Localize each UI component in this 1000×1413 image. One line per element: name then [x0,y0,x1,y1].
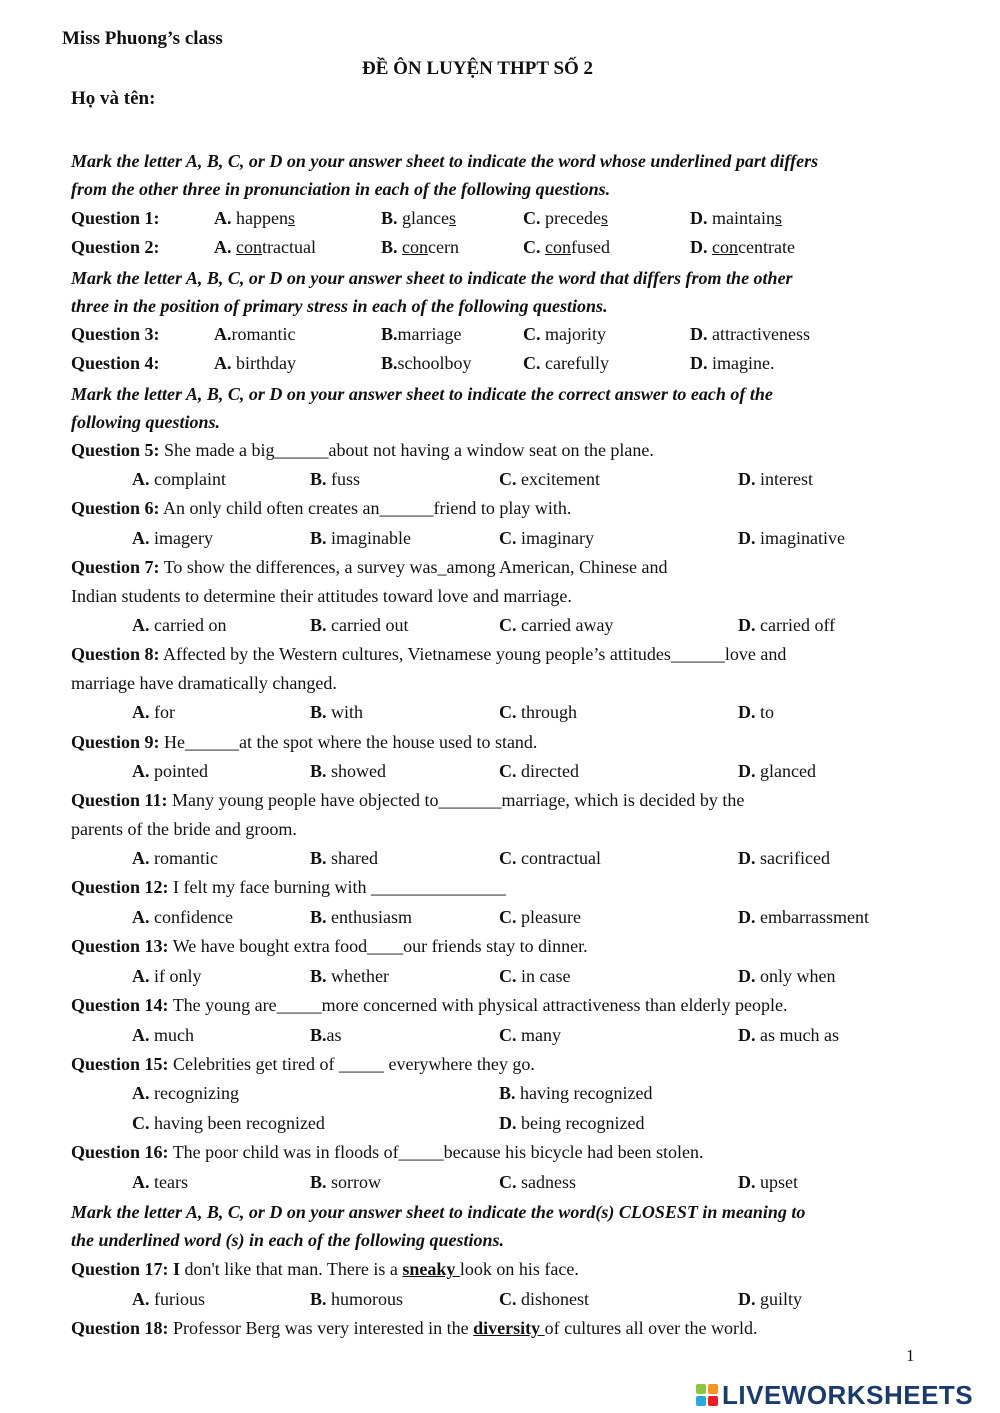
question-label: Question 3: [71,324,160,344]
option-a[interactable]: A. birthday [214,353,296,373]
option-a[interactable]: A. contractual [214,237,316,257]
question-15-option-b[interactable]: B. having recognized [499,1083,653,1103]
question-16-stem: Question 16: The poor child was in floods of_____because his bicycle had been stolen. [71,1142,704,1162]
question-5-option-a[interactable]: A. complaint [132,469,226,489]
question-13-option-d[interactable]: D. only when [738,966,836,986]
option-b[interactable]: B. concern [381,237,459,257]
question-11-option-a[interactable]: A. romantic [132,848,218,868]
option-b[interactable]: B. glances [381,208,456,228]
question-7-option-c[interactable]: C. carried away [499,615,614,635]
logo-square-orange [708,1384,718,1394]
question-8-option-d[interactable]: D. to [738,702,775,722]
option-c[interactable]: C. majority [523,324,606,344]
logo-square-green [696,1384,706,1394]
option-a[interactable]: A. happens [214,208,295,228]
option-d[interactable]: D. attractiveness [690,324,810,344]
question-5-stem: Question 5: She made a big______about not having a window seat on the plane. [71,440,654,460]
logo-mark-icon [696,1384,718,1406]
question-9-option-a[interactable]: A. pointed [132,761,208,781]
option-a[interactable]: A.romantic [214,324,296,344]
question-7-stem: Question 7: To show the differences, a survey was_among American, Chinese and Indian students to determine their attitudes toward love and marriage. [71,557,668,606]
option-b[interactable]: B.schoolboy [381,353,472,373]
question-13-option-b[interactable]: B. whether [310,966,389,986]
instruction-closest-meaning: Mark the letter A, B, C, or D on your answer sheet to indicate the word(s) CLOSEST in meaning to the underlined word (s) in each of the following questions. [71,1202,806,1250]
question-7-option-d[interactable]: D. carried off [738,615,836,635]
question-16-option-b[interactable]: B. sorrow [310,1172,382,1192]
question-14-option-a[interactable]: A. much [132,1025,194,1045]
question-6-stem: Question 6: An only child often creates an______friend to play with. [71,498,572,518]
liveworksheets-logo[interactable] [696,1379,974,1410]
option-c[interactable]: C. confused [523,237,610,257]
question-5-option-d[interactable]: D. interest [738,469,813,489]
page-number: 1 [906,1346,915,1365]
question-17-option-a[interactable]: A. furious [132,1289,205,1309]
question-13-option-c[interactable]: C. in case [499,966,571,986]
question-6-option-b[interactable]: B. imaginable [310,528,411,548]
question-15-option-d[interactable]: D. being recognized [499,1113,645,1133]
instruction-correct-answer: Mark the letter A, B, C, or D on your answer sheet to indicate the correct answer to each of the following questions. [71,384,773,432]
question-12-option-c[interactable]: C. pleasure [499,907,581,927]
question-5-option-c[interactable]: C. excitement [499,469,600,489]
question-15-option-c[interactable]: C. having been recognized [132,1113,325,1133]
question-9-option-d[interactable]: D. glanced [738,761,816,781]
question-8-stem: Question 8: Affected by the Western cultures, Vietnamese young people’s attitudes______love and marriage have dramatically changed. [71,644,787,693]
question-6-option-a[interactable]: A. imagery [132,528,213,548]
question-5-option-b[interactable]: B. fuss [310,469,361,489]
question-11-option-b[interactable]: B. shared [310,848,378,868]
question-15-stem: Question 15: Celebrities get tired of _____ everywhere they go. [71,1054,535,1074]
question-12-option-d[interactable]: D. embarrassment [738,907,869,927]
question-6-option-d[interactable]: D. imaginative [738,528,845,548]
question-8-option-b[interactable]: B. with [310,702,364,722]
question-17-stem: Question 17: I don't like that man. There is a sneaky look on his face. [71,1259,579,1279]
logo-text: LIVEWORKSHEETS [722,1379,974,1410]
question-17-option-d[interactable]: D. guilty [738,1289,803,1309]
logo-square-red [708,1396,718,1406]
question-14-option-d[interactable]: D. as much as [738,1025,839,1045]
question-13-stem: Question 13: We have bought extra food____our friends stay to dinner. [71,936,588,956]
question-7-option-a[interactable]: A. carried on [132,615,227,635]
option-c[interactable]: C. precedes [523,208,608,228]
question-label: Question 4: [71,353,160,373]
question-16-option-a[interactable]: A. tears [132,1172,188,1192]
question-9-option-c[interactable]: C. directed [499,761,579,781]
question-6-option-c[interactable]: C. imaginary [499,528,594,548]
option-d[interactable]: D. concentrate [690,237,795,257]
question-12-stem: Question 12: I felt my face burning with _______________ [71,877,506,897]
option-d[interactable]: D. imagine. [690,353,775,373]
option-b[interactable]: B.marriage [381,324,462,344]
question-8-option-c[interactable]: C. through [499,702,577,722]
name-label: Họ và tên: [71,88,156,109]
question-17-option-b[interactable]: B. humorous [310,1289,404,1309]
question-12-option-b[interactable]: B. enthusiasm [310,907,413,927]
class-name: Miss Phuong’s class [62,28,223,49]
logo-square-blue [696,1396,706,1406]
question-15-option-a[interactable]: A. recognizing [132,1083,239,1103]
question-12-option-a[interactable]: A. confidence [132,907,233,927]
question-8-option-a[interactable]: A. for [132,702,175,722]
question-18-stem: Question 18: Professor Berg was very interested in the diversity of cultures all over the world. [71,1318,758,1338]
question-9-stem: Question 9: He______at the spot where the house used to stand. [71,732,538,752]
question-label: Question 1: [71,208,160,228]
question-9-option-b[interactable]: B. showed [310,761,387,781]
option-c[interactable]: C. carefully [523,353,609,373]
option-d[interactable]: D. maintains [690,208,782,228]
question-11-option-d[interactable]: D. sacrificed [738,848,830,868]
page-title: ĐỀ ÔN LUYỆN THPT SỐ 2 [362,58,594,79]
question-7-option-b[interactable]: B. carried out [310,615,409,635]
question-label: Question 2: [71,237,160,257]
question-14-option-c[interactable]: C. many [499,1025,561,1045]
question-13-option-a[interactable]: A. if only [132,966,202,986]
instruction-pronunciation: Mark the letter A, B, C, or D on your answer sheet to indicate the word whose underlined part differs from the other three in pronunciation in each of the following questions. [71,151,819,199]
question-11-option-c[interactable]: C. contractual [499,848,601,868]
question-11-stem: Question 11: Many young people have objected to_______marriage, which is decided by the parents of the bride and groom. [71,790,745,839]
question-14-stem: Question 14: The young are_____more concerned with physical attractiveness than elderly people. [71,995,788,1015]
question-16-option-c[interactable]: C. sadness [499,1172,576,1192]
question-14-option-b[interactable]: B.as [310,1025,342,1045]
question-17-option-c[interactable]: C. dishonest [499,1289,590,1309]
question-16-option-d[interactable]: D. upset [738,1172,798,1192]
instruction-stress: Mark the letter A, B, C, or D on your answer sheet to indicate the word that differs from the other three in the position of primary stress in each of the following questions. [71,268,793,316]
